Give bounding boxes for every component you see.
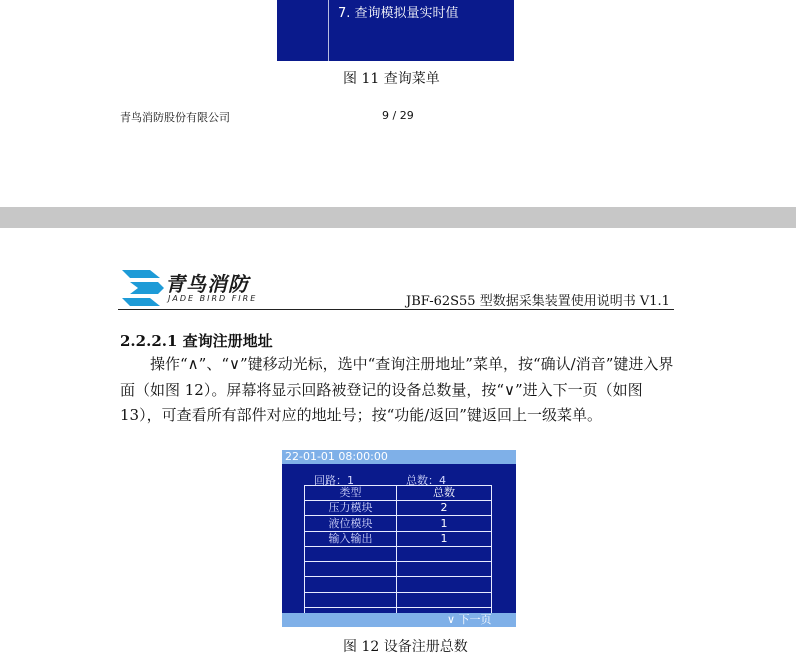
table-row-empty [305, 592, 492, 607]
menu-item-query-analog: 7. 查询模拟量实时值 [338, 6, 459, 21]
table-header-row [305, 486, 492, 501]
header-rule [118, 309, 674, 310]
row-count: 1 [397, 531, 492, 546]
empty-cell [397, 577, 492, 592]
menu-divider [328, 0, 329, 61]
table-row [305, 531, 492, 546]
screen-bottom-bar [282, 613, 516, 627]
empty-cell [397, 562, 492, 577]
body-paragraph-text: 操作“∧”、“∨”键移动光标，选中“查询注册地址”菜单，按“确认/消音”键进入界面（如图 12）。屏幕将显示回路被登记的设备总数量，按“∨”进入下一页（如图 13），可查看所有部件对应的地址号；按“功能/返回”键返回上一级菜单。 [120, 355, 674, 424]
figure-12-caption: 图 12 设备注册总数 [343, 639, 468, 655]
empty-cell [305, 546, 397, 561]
document-page-9 [0, 0, 796, 207]
table-row-empty [305, 546, 492, 561]
figure-11-caption: 图 11 查询菜单 [343, 71, 440, 87]
logo-chinese-text: 青鸟消防 [165, 272, 249, 296]
empty-cell [397, 592, 492, 607]
row-type: 液位模块 [305, 516, 397, 531]
footer-company: 青鸟消防股份有限公司 [120, 111, 230, 124]
body-paragraph [120, 352, 676, 429]
col-count-header: 总数 [397, 486, 492, 501]
empty-cell [397, 546, 492, 561]
row-type: 压力模块 [305, 501, 397, 516]
document-page-10 [0, 228, 796, 659]
table-row [305, 501, 492, 516]
loop-label: 回路：1 [314, 474, 354, 487]
empty-cell [305, 577, 397, 592]
row-type: 输入输出 [305, 531, 397, 546]
table-row-empty [305, 577, 492, 592]
device-screen [282, 450, 516, 627]
total-label: 总数：4 [406, 474, 446, 487]
table-row [305, 516, 492, 531]
footer-page-number: 9 / 29 [382, 109, 414, 122]
table-row-empty [305, 562, 492, 577]
device-count-table [304, 485, 492, 623]
row-count: 1 [397, 516, 492, 531]
section-heading: 2.2.2.1 查询注册地址 [120, 332, 273, 350]
query-menu-screen [277, 0, 514, 61]
logo-english-text: JADE BIRD FIRE [168, 294, 258, 303]
empty-cell [305, 592, 397, 607]
document-title: JBF-62S55 型数据采集装置使用说明书 V1.1 [406, 294, 670, 309]
row-count: 2 [397, 501, 492, 516]
next-page-hint: ∨ 下一页 [447, 613, 492, 626]
page-gap [0, 207, 796, 228]
col-type-header: 类型 [305, 486, 397, 501]
screen-datetime: 22-01-01 08:00:00 [282, 450, 516, 464]
empty-cell [305, 562, 397, 577]
